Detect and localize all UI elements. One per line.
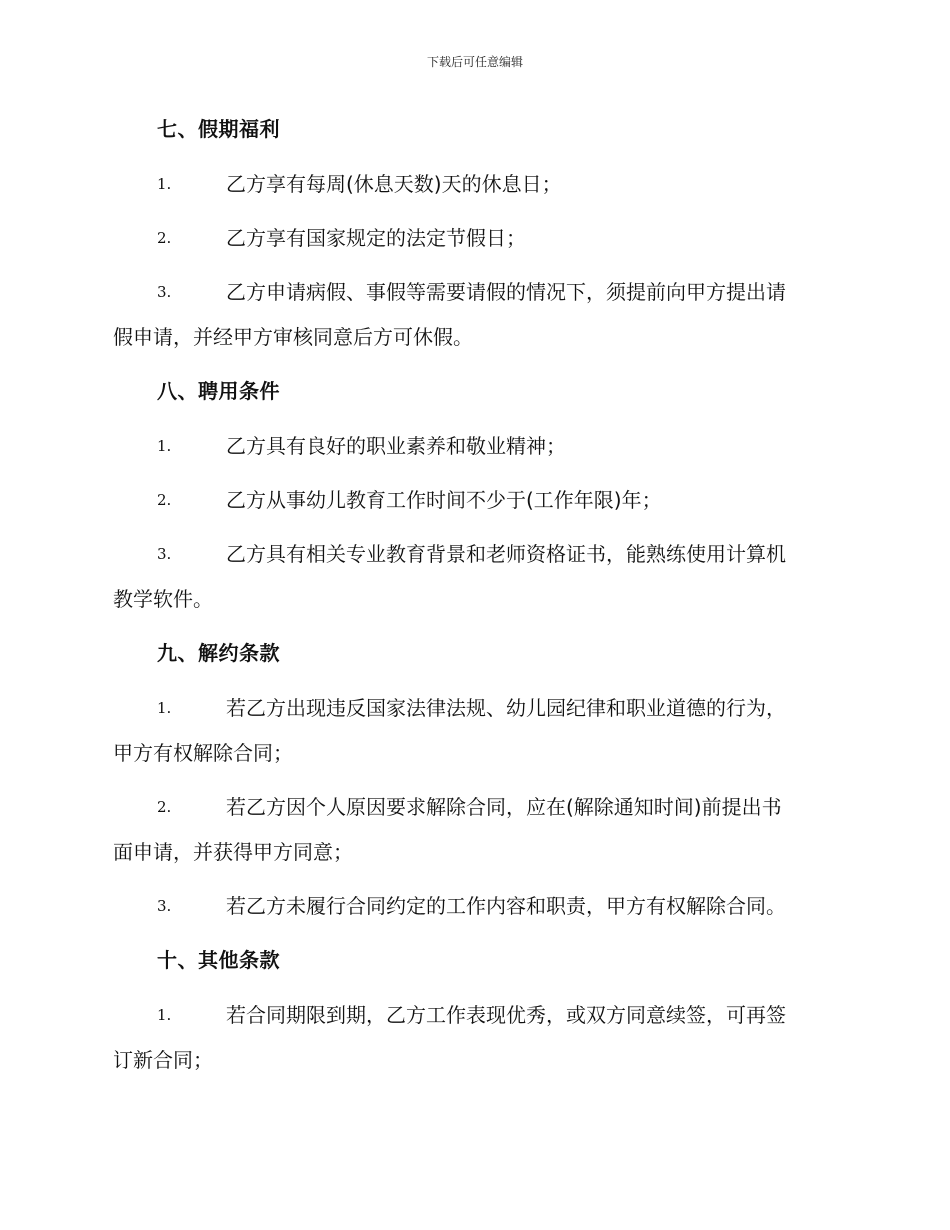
page-header-note: 下载后可任意编辑 xyxy=(426,55,523,69)
item-text-continued: 假申请，并经甲方审核同意后方可休假。 xyxy=(113,325,473,349)
item-number: 1. xyxy=(157,1006,172,1024)
item-text: 乙方具有相关专业教育背景和老师资格证书，能熟练使用计算机 xyxy=(226,542,786,566)
item-text-continued: 教学软件。 xyxy=(113,587,213,611)
item-text: 若乙方未履行合同约定的工作内容和职责，甲方有权解除合同。 xyxy=(226,894,786,918)
item-text: 乙方申请病假、事假等需要请假的情况下，须提前向甲方提出请 xyxy=(226,280,786,304)
item-text: 若乙方出现违反国家法律法规、幼儿园纪律和职业道德的行为， xyxy=(226,696,786,720)
item-number: 1. xyxy=(157,437,172,455)
item-number: 2. xyxy=(157,229,172,247)
item-text: 若合同期限到期，乙方工作表现优秀，或双方同意续签，可再签 xyxy=(226,1003,786,1027)
item-number: 1. xyxy=(157,699,172,717)
item-number: 2. xyxy=(157,798,172,816)
item-number: 3. xyxy=(157,545,172,563)
item-text: 乙方享有每周(休息天数)天的休息日； xyxy=(226,172,562,196)
section-heading: 九、解约条款 xyxy=(157,641,280,665)
section-heading: 七、假期福利 xyxy=(157,117,280,141)
item-number: 3. xyxy=(157,897,172,915)
item-text-continued: 订新合同； xyxy=(113,1048,213,1072)
item-text: 乙方享有国家规定的法定节假日； xyxy=(226,226,526,250)
item-number: 3. xyxy=(157,283,172,301)
section-heading: 八、聘用条件 xyxy=(157,379,280,403)
item-number: 1. xyxy=(157,175,172,193)
item-text: 若乙方因个人原因要求解除合同，应在(解除通知时间)前提出书 xyxy=(226,795,782,819)
item-number: 2. xyxy=(157,491,172,509)
item-text: 乙方从事幼儿教育工作时间不少于(工作年限)年； xyxy=(226,488,662,512)
item-text-continued: 面申请，并获得甲方同意； xyxy=(113,840,353,864)
item-text-continued: 甲方有权解除合同； xyxy=(113,741,293,765)
item-text: 乙方具有良好的职业素养和敬业精神； xyxy=(226,434,566,458)
section-heading: 十、其他条款 xyxy=(157,948,280,972)
